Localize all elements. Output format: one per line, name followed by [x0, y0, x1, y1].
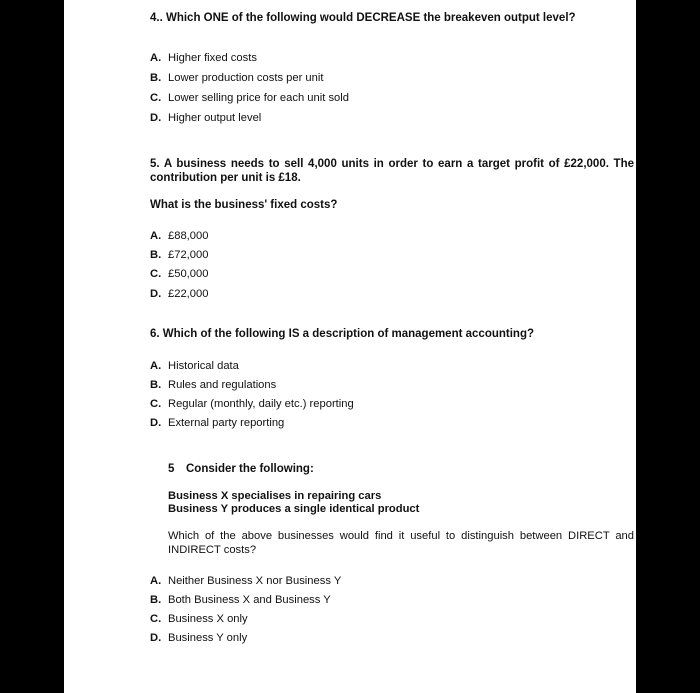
question-5-option-a[interactable]: [150, 230, 208, 242]
option-text: £88,000: [168, 230, 209, 242]
question-6-option-a[interactable]: [150, 360, 239, 372]
option-letter: D.: [150, 288, 162, 300]
option-letter: A.: [150, 575, 162, 587]
document-page: [64, 0, 636, 693]
option-text: Lower production costs per unit: [168, 72, 324, 84]
question-5-title: 5. A business needs to sell 4,000 units in order to earn a target profit of £22,000. The contribution per unit is £18.: [150, 158, 634, 184]
option-letter: D.: [150, 417, 162, 429]
option-letter: A.: [150, 230, 162, 242]
question-consider-option-a[interactable]: [150, 575, 341, 587]
question-consider-option-c[interactable]: [150, 613, 248, 625]
question-5-option-d[interactable]: [150, 288, 208, 300]
option-text: Both Business X and Business Y: [168, 594, 331, 606]
option-letter: D.: [150, 112, 162, 124]
consider-title: [168, 463, 314, 475]
question-4-option-b[interactable]: [150, 72, 323, 84]
question-5-option-b[interactable]: [150, 249, 208, 261]
option-text: Historical data: [168, 360, 239, 372]
option-letter: C.: [150, 92, 162, 104]
option-letter: C.: [150, 613, 162, 625]
question-6-title: 6. Which of the following IS a description of management accounting?: [150, 328, 534, 340]
question-4-title: 4.. Which ONE of the following would DECREASE the breakeven output level?: [150, 12, 576, 24]
consider-prompt: Which of the above businesses would find it useful to distinguish between DIRECT and INDIRECT costs?: [168, 530, 634, 556]
question-6-option-c[interactable]: [150, 398, 354, 410]
question-6-option-b[interactable]: [150, 379, 276, 391]
question-consider-option-b[interactable]: [150, 594, 331, 606]
consider-text: Consider the following:: [186, 463, 314, 475]
consider-number: 5: [168, 463, 175, 475]
option-letter: B.: [150, 72, 162, 84]
option-text: £50,000: [168, 268, 209, 280]
option-text: £72,000: [168, 249, 209, 261]
option-letter: A.: [150, 52, 162, 64]
statement-business-x: Business X specialises in repairing cars: [168, 490, 382, 502]
question-4-option-d[interactable]: [150, 112, 261, 124]
option-text: Business Y only: [168, 632, 248, 644]
option-text: Higher output level: [168, 112, 262, 124]
statement-business-y: Business Y produces a single identical product: [168, 503, 420, 515]
option-text: Rules and regulations: [168, 379, 277, 391]
option-letter: D.: [150, 632, 162, 644]
option-text: External party reporting: [168, 417, 285, 429]
question-4-option-a[interactable]: [150, 52, 257, 64]
option-text: £22,000: [168, 288, 209, 300]
question-5-subtitle: What is the business' fixed costs?: [150, 199, 338, 211]
option-text: Higher fixed costs: [168, 52, 257, 64]
option-text: Business X only: [168, 613, 248, 625]
question-6-option-d[interactable]: [150, 417, 284, 429]
question-4-option-c[interactable]: [150, 92, 349, 104]
option-text: Neither Business X nor Business Y: [168, 575, 342, 587]
option-text: Regular (monthly, daily etc.) reporting: [168, 398, 354, 410]
question-5-option-c[interactable]: [150, 268, 208, 280]
option-letter: B.: [150, 249, 162, 261]
option-letter: A.: [150, 360, 162, 372]
option-letter: C.: [150, 268, 162, 280]
option-letter: B.: [150, 594, 162, 606]
option-text: Lower selling price for each unit sold: [168, 92, 349, 104]
option-letter: C.: [150, 398, 162, 410]
question-consider-option-d[interactable]: [150, 632, 247, 644]
option-letter: B.: [150, 379, 162, 391]
